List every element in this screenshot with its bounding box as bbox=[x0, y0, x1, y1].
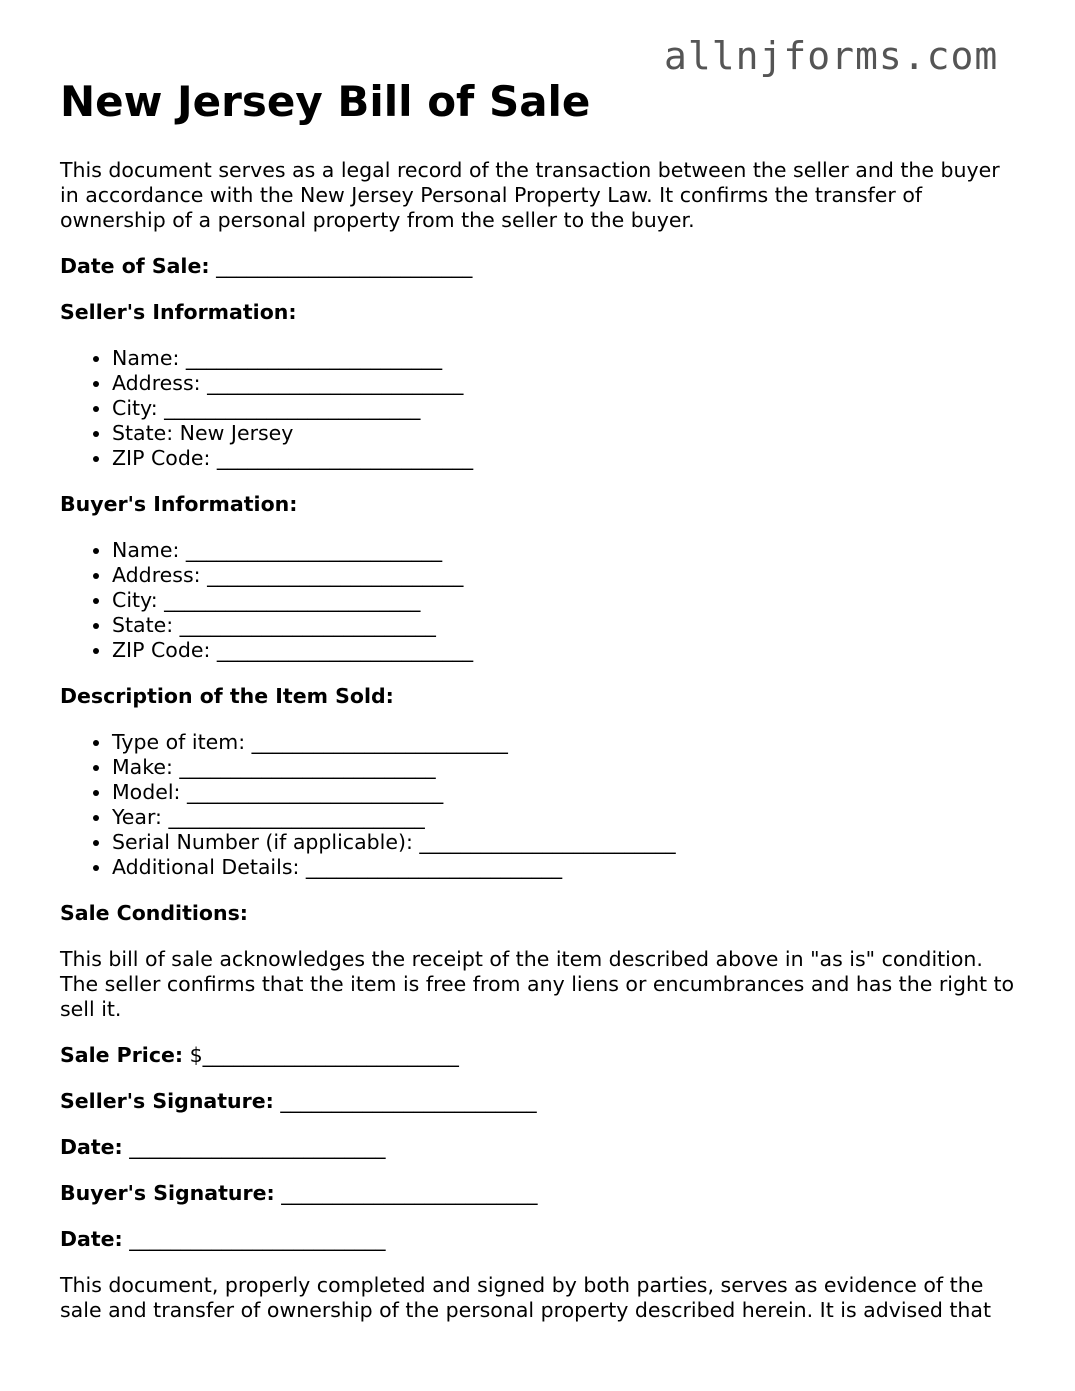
date-of-sale-line bbox=[60, 254, 1020, 279]
seller-date-line bbox=[60, 1135, 1020, 1160]
buyer-name-field[interactable]: • Name: _________________________ bbox=[112, 538, 1020, 563]
item-type-field[interactable]: • Type of item: _________________________ bbox=[112, 730, 1020, 755]
buyer-state-field[interactable]: • State: _________________________ bbox=[112, 613, 1020, 638]
buyer-heading: Buyer's Information: bbox=[60, 492, 298, 516]
seller-name-field[interactable]: • Name: _________________________ bbox=[112, 346, 1020, 371]
seller-list bbox=[60, 346, 1020, 471]
seller-city-field[interactable]: • City: _________________________ bbox=[112, 396, 1020, 421]
buyer-signature-blank[interactable]: _________________________ bbox=[281, 1181, 538, 1205]
buyer-zip-field[interactable]: • ZIP Code: _________________________ bbox=[112, 638, 1020, 663]
seller-signature-line bbox=[60, 1089, 1020, 1114]
conditions-paragraph: This bill of sale acknowledges the receipt of the item described above in "as is" condition. The seller confirms that the item is free from any liens or encumbrances and has the right to sell it. bbox=[60, 947, 1015, 1021]
seller-heading: Seller's Information: bbox=[60, 300, 297, 324]
page-title: New Jersey Bill of Sale bbox=[60, 77, 591, 126]
seller-date-label: Date: bbox=[60, 1135, 123, 1159]
sale-price-blank[interactable]: $_________________________ bbox=[189, 1043, 459, 1067]
item-year-field[interactable]: • Year: _________________________ bbox=[112, 805, 1020, 830]
intro-paragraph: This document serves as a legal record of the transaction between the seller and the buyer in accordance with the New Jersey Personal Property Law. It confirms the transfer of ownership of a personal property from the seller to the buyer. bbox=[60, 158, 1000, 232]
closing-paragraph: This document, properly completed and signed by both parties, serves as evidence of the sale and transfer of ownership of the personal property described herein. It is advised that bbox=[60, 1273, 992, 1322]
date-of-sale-blank[interactable]: _________________________ bbox=[216, 254, 473, 278]
buyer-signature-line bbox=[60, 1181, 1020, 1206]
item-model-field[interactable]: • Model: _________________________ bbox=[112, 780, 1020, 805]
item-details-field[interactable]: • Additional Details: _________________________ bbox=[112, 855, 1020, 880]
buyer-signature-label: Buyer's Signature: bbox=[60, 1181, 275, 1205]
buyer-date-line bbox=[60, 1227, 1020, 1252]
seller-address-field[interactable]: • Address: _________________________ bbox=[112, 371, 1020, 396]
date-of-sale-label: Date of Sale: bbox=[60, 254, 210, 278]
seller-signature-blank[interactable]: _________________________ bbox=[280, 1089, 537, 1113]
buyer-list bbox=[60, 538, 1020, 663]
sale-price-label: Sale Price: bbox=[60, 1043, 184, 1067]
seller-signature-label: Seller's Signature: bbox=[60, 1089, 274, 1113]
buyer-city-field[interactable]: • City: _________________________ bbox=[112, 588, 1020, 613]
seller-zip-field[interactable]: • ZIP Code: _________________________ bbox=[112, 446, 1020, 471]
watermark: allnjforms.com bbox=[664, 34, 999, 78]
seller-state-field: • State: New Jersey bbox=[112, 421, 1020, 446]
item-heading: Description of the Item Sold: bbox=[60, 684, 394, 708]
document-body bbox=[60, 76, 1020, 1344]
buyer-address-field[interactable]: • Address: _________________________ bbox=[112, 563, 1020, 588]
conditions-heading: Sale Conditions: bbox=[60, 901, 248, 925]
buyer-date-label: Date: bbox=[60, 1227, 123, 1251]
item-serial-field[interactable]: • Serial Number (if applicable): _________________________ bbox=[112, 830, 1020, 855]
item-list bbox=[60, 730, 1020, 880]
item-make-field[interactable]: • Make: _________________________ bbox=[112, 755, 1020, 780]
buyer-date-blank[interactable]: _________________________ bbox=[129, 1227, 386, 1251]
sale-price-line bbox=[60, 1043, 1020, 1068]
seller-date-blank[interactable]: _________________________ bbox=[129, 1135, 386, 1159]
